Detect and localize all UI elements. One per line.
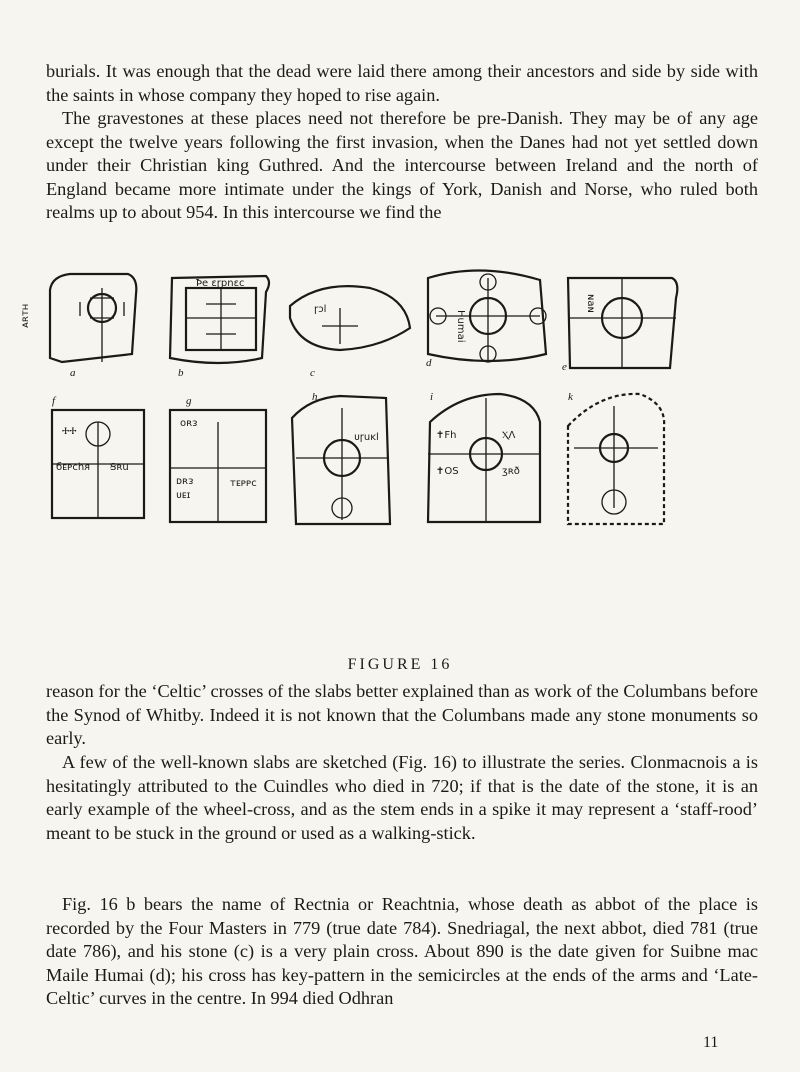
slab-g-inscription-2: ᴅʀᴈ <box>176 476 194 487</box>
slab-label-d: d <box>426 357 432 369</box>
slab-h-inscription: ᴜɼuᴋl <box>354 432 379 443</box>
slab-i-inscription-1: ✝Fh <box>436 430 457 441</box>
slab-i-inscription-4: ʒʀð <box>502 466 520 477</box>
slab-label-i: i <box>430 391 434 403</box>
slab-g-inscription-1: ᴏʀᴈ <box>180 418 198 429</box>
slab-f <box>52 395 144 518</box>
paragraph-3: reason for the ‘Celtic’ crosses of the slabs better explained than as work of the Columbans before the Synod of Whitby. Indeed it is not known that the Columbans made any stone monuments so early. <box>46 681 758 749</box>
slab-f-inscription-3: Ꞩʀu <box>110 462 129 473</box>
paragraph-5: Fig. 16 b bears the name of Rectnia or Reachtnia, whose death as abbot of the place is recorded by the Four Masters in 779 (true date 784). Snedriagal, the next abbot, died 781 (true date 786), and his stone (c) is a very plain cross. About 890 is the date given for Suibne mac Maile Humai (d); his cross has key-pattern in the semicircles at the ends of the arms and ‘Late-Celtic’ curves in the centre. In 994 died Odhran <box>46 894 758 1009</box>
slab-a-inscription: ᴀʀᴛʜ <box>20 303 31 328</box>
slab-f-inscription-1: ⰀⰀ <box>62 426 77 437</box>
figure-16 <box>20 258 765 688</box>
slab-c-inscription: ɼɔl <box>314 304 327 315</box>
slab-label-g: g <box>186 395 192 407</box>
slab-label-c: c <box>310 367 315 379</box>
slab-label-a: a <box>70 367 76 379</box>
slab-i-inscription-2: ⲬΛ <box>502 430 516 441</box>
slab-d-inscription: Humai <box>455 310 466 343</box>
slab-g <box>170 395 266 522</box>
slab-label-e: e <box>562 361 567 373</box>
page-number: 11 <box>703 1034 719 1051</box>
slab-e <box>562 278 677 373</box>
slab-label-k: k <box>568 391 573 403</box>
slab-b-inscription: Ꝥe ɛɼpnɛc <box>196 278 245 289</box>
slab-a <box>20 274 136 379</box>
slab-e-inscription: ɴaɴ <box>585 294 596 313</box>
slab-b <box>170 276 269 379</box>
figure-16-drawing <box>20 258 765 658</box>
slab-i <box>428 391 540 522</box>
slab-i-inscription-3: ✝OS <box>436 466 459 477</box>
slab-label-b: b <box>178 367 184 379</box>
slab-d <box>426 270 546 369</box>
slab-label-h: h <box>312 391 318 403</box>
slab-h <box>292 391 390 524</box>
slab-label-f: f <box>52 395 56 407</box>
paragraph-2: The gravestones at these places need not therefore be pre-Danish. They may be of any age except the twelve years following the first invasion, when the Danes had not yet settled down under their Christian king Guthred. And the intercourse between Ireland and the north of England became more intimate under the kings of York, Danish and Norse, who ruled both realms up to about 954. In this intercourse we find the <box>46 108 758 223</box>
slab-f-inscription-2: бᴇᴘᴄhᴙ <box>56 462 91 473</box>
slab-g-inscription-3: ᴜᴇɪ <box>176 490 191 501</box>
paragraph-4: A few of the well-known slabs are sketched (Fig. 16) to illustrate the series. Clonmacnois a is hesitatingly attributed to the Cuindles who died in 720; if that is the date of the stone, it is an early example of the wheel-cross, and as the stem ends in a spike it may represent a ‘staff-rood’ meant to be stuck in the ground or used as a walking-stick. <box>46 752 758 843</box>
slab-g-inscription-4: ᴛᴇᴘᴘᴄ <box>230 478 257 489</box>
slab-c <box>290 286 410 379</box>
figure-caption: FIGURE 16 <box>347 656 453 673</box>
paragraph-1: burials. It was enough that the dead were laid there among their ancestors and side by side with the saints in whose company they hoped to rise again. <box>46 61 758 105</box>
slab-k <box>568 391 664 524</box>
